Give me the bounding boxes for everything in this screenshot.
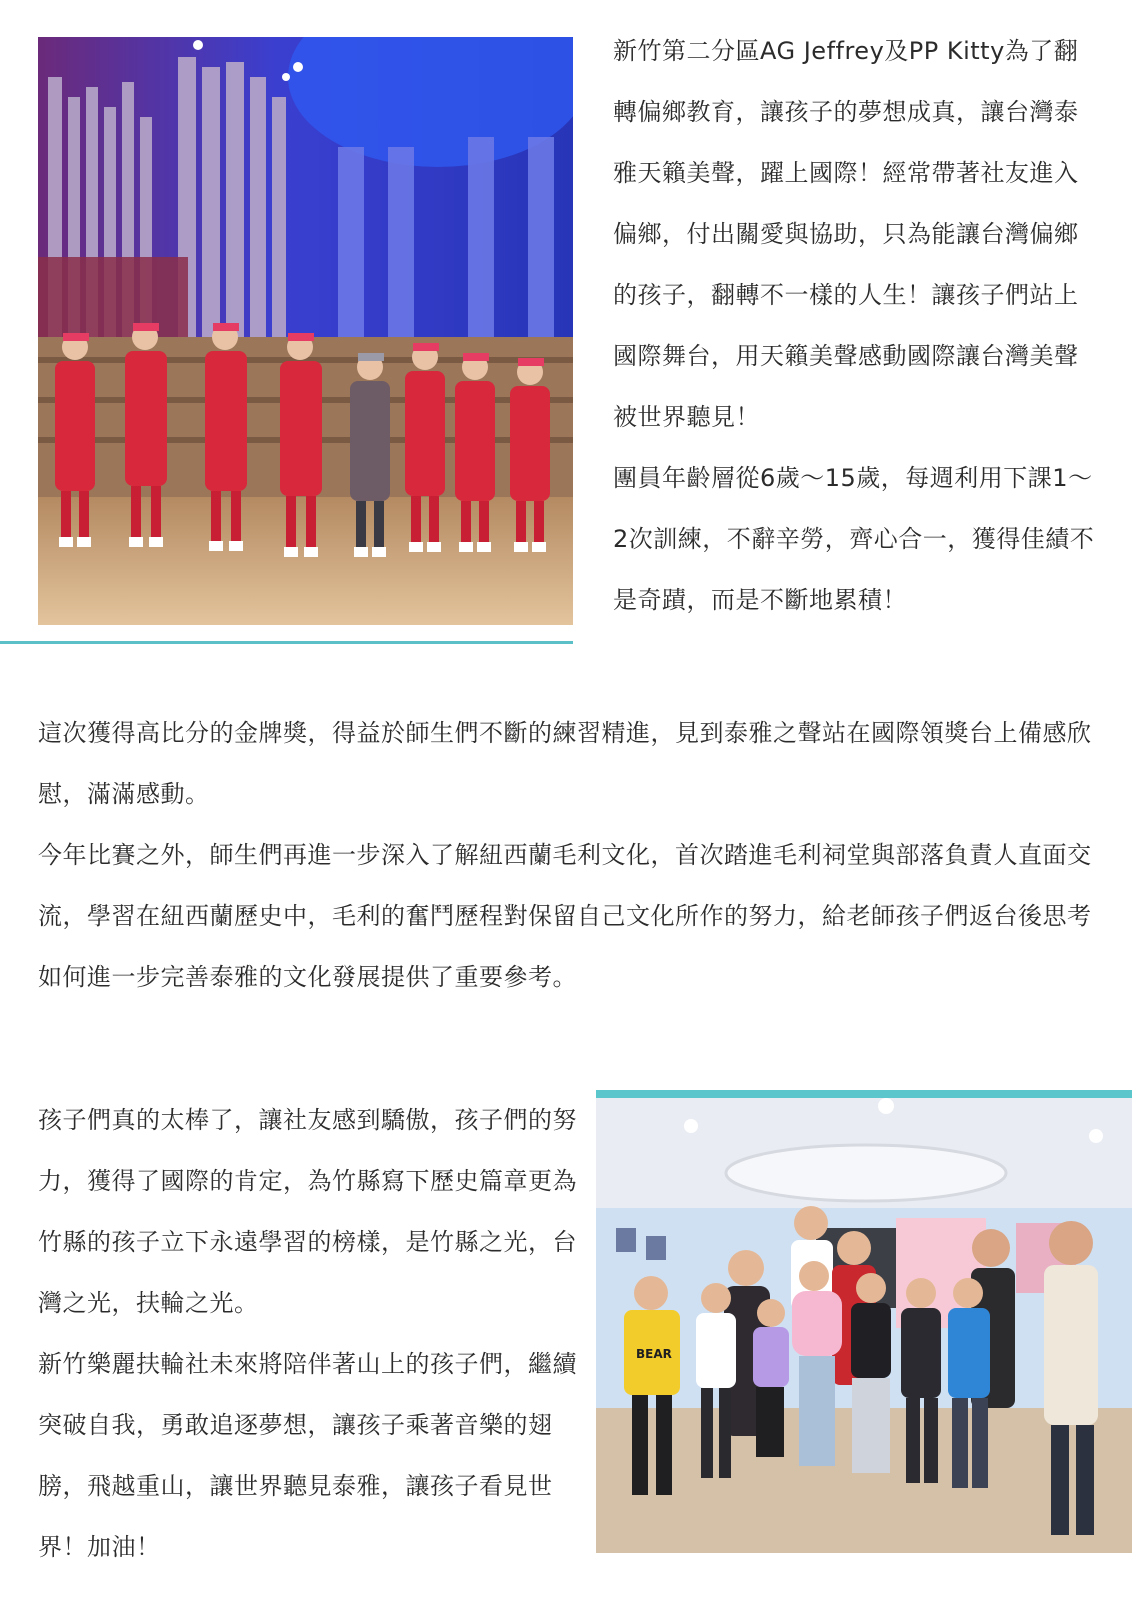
top-divider-line [0,641,573,644]
choir-photo [38,37,573,625]
top-paragraph-1: 新竹第二分區AG Jeffrey及PP Kitty為了翻轉偏鄉教育，讓孩子的夢想成真，讓台灣泰雅天籟美聲，躍上國際！經常帶著社友進入偏鄉，付出關愛與協助，只為能讓台灣偏鄉的孩子，翻轉不一樣的人生！讓孩子們站上國際舞台，用天籟美聲感動國際讓台灣美聲被世界聽見！ [613,37,1079,431]
bottom-text-block [38,1090,580,1578]
bear-shirt-text: BEAR [636,1347,672,1361]
top-paragraph-2: 團員年齡層從6歲～15歲，每週利用下課1～2次訓練，不辭辛勞，齊心合一，獲得佳績不是奇蹟，而是不斷地累積！ [613,464,1095,614]
group-photo-illustration [596,1098,1132,1553]
bottom-paragraph-1: 孩子們真的太棒了，讓社友感到驕傲，孩子們的努力，獲得了國際的肯定，為竹縣寫下歷史篇章更為竹縣的孩子立下永遠學習的榜樣，是竹縣之光，台灣之光，扶輪之光。 [38,1106,577,1317]
group-photo [596,1098,1132,1553]
middle-text-block [38,703,1102,1008]
bottom-paragraph-2: 新竹樂麗扶輪社未來將陪伴著山上的孩子們，繼續突破自我，勇敢追逐夢想，讓孩子乘著音樂的翅膀，飛越重山，讓世界聽見泰雅，讓孩子看見世界！加油！ [38,1350,577,1561]
top-text-block [613,21,1101,631]
middle-paragraph-2: 今年比賽之外，師生們再進一步深入了解紐西蘭毛利文化，首次踏進毛利祠堂與部落負責人直面交流，學習在紐西蘭歷史中，毛利的奮鬥歷程對保留自己文化所作的努力，給老師孩子們返台後思考如何進一步完善泰雅的文化發展提供了重要參考。 [38,841,1092,991]
middle-paragraph-1: 這次獲得高比分的金牌獎，得益於師生們不斷的練習精進，見到泰雅之聲站在國際領獎台上備感欣慰，滿滿感動。 [38,719,1092,808]
choir-photo-illustration [38,37,573,625]
